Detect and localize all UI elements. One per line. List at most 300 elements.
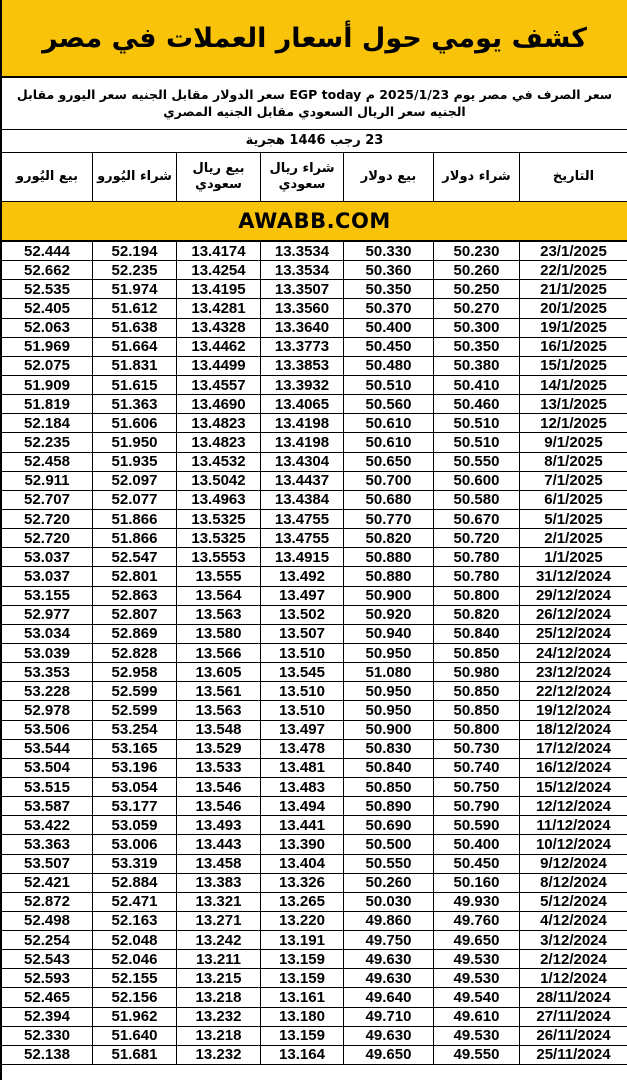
table-row xyxy=(2,816,627,835)
eur-buy-cell: 51.606 xyxy=(92,414,176,432)
sar-buy-cell: 13.3534 xyxy=(260,261,343,279)
eur-buy-cell: 52.471 xyxy=(92,893,176,911)
usd-sell-cell: 50.680 xyxy=(343,491,433,509)
usd-sell-cell: 50.770 xyxy=(343,510,433,528)
eur-sell-cell: 53.507 xyxy=(24,855,70,873)
sar-buy-cell: 13.164 xyxy=(260,1046,343,1064)
sar-buy-cell: 13.3932 xyxy=(260,376,343,394)
date-cell: 25/11/2024 xyxy=(519,1046,627,1064)
usd-sell-cell: 50.890 xyxy=(343,797,433,815)
usd-sell-cell: 50.500 xyxy=(343,835,433,853)
sar-buy-cell: 13.494 xyxy=(260,797,343,815)
usd-buy-cell: 50.230 xyxy=(433,242,519,260)
usd-buy-cell: 49.530 xyxy=(433,950,519,968)
table-row xyxy=(2,778,627,797)
table-row xyxy=(2,567,627,586)
usd-buy-cell: 50.840 xyxy=(433,625,519,643)
sar-buy-cell: 13.4198 xyxy=(260,414,343,432)
date-cell: 16/12/2024 xyxy=(519,759,627,777)
date-cell: 5/12/2024 xyxy=(519,893,627,911)
usd-sell-cell: 49.630 xyxy=(343,1027,433,1045)
usd-buy-cell: 50.980 xyxy=(433,663,519,681)
eur-sell-cell: 52.872 xyxy=(24,893,70,911)
eur-sell-cell: 52.405 xyxy=(24,299,70,317)
usd-buy-cell: 50.600 xyxy=(433,472,519,490)
sar-buy-cell: 13.502 xyxy=(260,606,343,624)
sar-buy-cell: 13.481 xyxy=(260,759,343,777)
usd-sell-cell: 49.710 xyxy=(343,1008,433,1026)
eur-buy-cell: 51.363 xyxy=(92,395,176,413)
sar-buy-cell: 13.159 xyxy=(260,969,343,987)
date-cell: 22/1/2025 xyxy=(519,261,627,279)
sar-buy-cell: 13.159 xyxy=(260,1027,343,1045)
sar-buy-cell: 13.4304 xyxy=(260,453,343,471)
table-row xyxy=(2,453,627,472)
sar-sell-cell: 13.4963 xyxy=(176,491,260,509)
eur-buy-cell: 52.599 xyxy=(92,682,176,700)
sar-buy-cell: 13.3560 xyxy=(260,299,343,317)
eur-sell-cell: 53.363 xyxy=(24,835,70,853)
header-usd-buy: شراء دولار xyxy=(433,153,519,201)
date-cell: 8/1/2025 xyxy=(519,453,627,471)
header-usd-sell: بيع دولار xyxy=(343,153,433,201)
eur-buy-cell: 51.664 xyxy=(92,338,176,356)
eur-sell-cell: 52.458 xyxy=(24,453,70,471)
sar-sell-cell: 13.218 xyxy=(176,988,260,1006)
table-row xyxy=(2,529,627,548)
eur-sell-cell: 53.228 xyxy=(24,682,70,700)
sar-buy-cell: 13.510 xyxy=(260,682,343,700)
sar-buy-cell: 13.404 xyxy=(260,855,343,873)
sar-sell-cell: 13.215 xyxy=(176,969,260,987)
eur-buy-cell: 52.048 xyxy=(92,931,176,949)
eur-sell-cell: 53.039 xyxy=(24,644,70,662)
usd-sell-cell: 50.610 xyxy=(343,414,433,432)
table-row xyxy=(2,663,627,682)
table-row xyxy=(2,1046,627,1065)
usd-sell-cell: 50.950 xyxy=(343,682,433,700)
usd-buy-cell: 49.650 xyxy=(433,931,519,949)
eur-buy-cell: 53.196 xyxy=(92,759,176,777)
sar-sell-cell: 13.321 xyxy=(176,893,260,911)
eur-sell-cell: 53.034 xyxy=(24,625,70,643)
eur-sell-cell: 52.593 xyxy=(24,969,70,987)
table-row xyxy=(2,912,627,931)
usd-sell-cell: 49.750 xyxy=(343,931,433,949)
usd-buy-cell: 50.510 xyxy=(433,414,519,432)
date-cell: 20/1/2025 xyxy=(519,299,627,317)
usd-buy-cell: 50.300 xyxy=(433,319,519,337)
sar-buy-cell: 13.191 xyxy=(260,931,343,949)
date-cell: 1/12/2024 xyxy=(519,969,627,987)
eur-buy-cell: 51.866 xyxy=(92,529,176,547)
sar-buy-cell: 13.497 xyxy=(260,721,343,739)
sar-buy-cell: 13.478 xyxy=(260,740,343,758)
eur-buy-cell: 52.155 xyxy=(92,969,176,987)
eur-sell-cell: 52.444 xyxy=(24,242,70,260)
usd-sell-cell: 50.400 xyxy=(343,319,433,337)
usd-sell-cell: 50.560 xyxy=(343,395,433,413)
usd-sell-cell: 50.900 xyxy=(343,587,433,605)
usd-buy-cell: 50.720 xyxy=(433,529,519,547)
sar-buy-cell: 13.4198 xyxy=(260,433,343,451)
date-cell: 10/12/2024 xyxy=(519,835,627,853)
eur-buy-cell: 52.156 xyxy=(92,988,176,1006)
table-row xyxy=(2,395,627,414)
date-cell: 3/12/2024 xyxy=(519,931,627,949)
usd-buy-cell: 50.260 xyxy=(433,261,519,279)
usd-sell-cell: 50.950 xyxy=(343,644,433,662)
eur-buy-cell: 51.638 xyxy=(92,319,176,337)
eur-sell-cell: 53.155 xyxy=(24,587,70,605)
eur-sell-cell: 53.422 xyxy=(24,816,70,834)
sar-sell-cell: 13.546 xyxy=(176,778,260,796)
usd-buy-cell: 50.820 xyxy=(433,606,519,624)
usd-buy-cell: 50.250 xyxy=(433,280,519,298)
usd-sell-cell: 50.030 xyxy=(343,893,433,911)
eur-sell-cell: 53.037 xyxy=(24,548,70,566)
date-cell: 28/11/2024 xyxy=(519,988,627,1006)
table-row xyxy=(2,969,627,988)
sar-buy-cell: 13.390 xyxy=(260,835,343,853)
eur-sell-cell: 52.535 xyxy=(24,280,70,298)
eur-buy-cell: 52.077 xyxy=(92,491,176,509)
page-title: كشف يومي حول أسعار العملات في مصر xyxy=(2,0,627,78)
usd-buy-cell: 50.410 xyxy=(433,376,519,394)
usd-buy-cell: 50.850 xyxy=(433,701,519,719)
date-cell: 9/1/2025 xyxy=(519,433,627,451)
usd-sell-cell: 49.640 xyxy=(343,988,433,1006)
table-row xyxy=(2,319,627,338)
sar-buy-cell: 13.497 xyxy=(260,587,343,605)
eur-sell-cell: 52.720 xyxy=(24,510,70,528)
eur-sell-cell: 53.515 xyxy=(24,778,70,796)
sar-buy-cell: 13.4437 xyxy=(260,472,343,490)
date-cell: 11/12/2024 xyxy=(519,816,627,834)
eur-buy-cell: 52.958 xyxy=(92,663,176,681)
eur-buy-cell: 51.935 xyxy=(92,453,176,471)
sar-sell-cell: 13.5042 xyxy=(176,472,260,490)
table-row xyxy=(2,242,627,261)
sar-buy-cell: 13.4915 xyxy=(260,548,343,566)
date-cell: 1/1/2025 xyxy=(519,548,627,566)
sar-sell-cell: 13.548 xyxy=(176,721,260,739)
date-cell: 26/11/2024 xyxy=(519,1027,627,1045)
header-date: التاريخ xyxy=(519,153,627,201)
eur-buy-cell: 51.612 xyxy=(92,299,176,317)
date-cell: 19/1/2025 xyxy=(519,319,627,337)
table-row xyxy=(2,433,627,452)
sar-sell-cell: 13.563 xyxy=(176,701,260,719)
eur-buy-cell: 51.831 xyxy=(92,357,176,375)
usd-sell-cell: 50.350 xyxy=(343,280,433,298)
sar-buy-cell: 13.220 xyxy=(260,912,343,930)
date-cell: 21/1/2025 xyxy=(519,280,627,298)
eur-sell-cell: 52.911 xyxy=(24,472,70,490)
date-cell: 23/12/2024 xyxy=(519,663,627,681)
usd-buy-cell: 50.160 xyxy=(433,874,519,892)
eur-sell-cell: 52.075 xyxy=(24,357,70,375)
usd-buy-cell: 50.800 xyxy=(433,587,519,605)
eur-sell-cell: 52.720 xyxy=(24,529,70,547)
sar-buy-cell: 13.161 xyxy=(260,988,343,1006)
sar-sell-cell: 13.4823 xyxy=(176,433,260,451)
eur-sell-cell: 53.506 xyxy=(24,721,70,739)
date-cell: 26/12/2024 xyxy=(519,606,627,624)
eur-buy-cell: 51.681 xyxy=(92,1046,176,1064)
date-cell: 22/12/2024 xyxy=(519,682,627,700)
usd-sell-cell: 50.950 xyxy=(343,701,433,719)
sar-buy-cell: 13.265 xyxy=(260,893,343,911)
eur-buy-cell: 53.319 xyxy=(92,855,176,873)
usd-buy-cell: 50.380 xyxy=(433,357,519,375)
usd-buy-cell: 50.350 xyxy=(433,338,519,356)
table-row xyxy=(2,280,627,299)
usd-sell-cell: 50.700 xyxy=(343,472,433,490)
table-row xyxy=(2,701,627,720)
table-row xyxy=(2,548,627,567)
sar-sell-cell: 13.4532 xyxy=(176,453,260,471)
usd-buy-cell: 50.740 xyxy=(433,759,519,777)
hijri-date: 23 رجب 1446 هجرية xyxy=(2,130,627,153)
eur-buy-cell: 52.828 xyxy=(92,644,176,662)
date-cell: 4/12/2024 xyxy=(519,912,627,930)
sar-sell-cell: 13.5325 xyxy=(176,510,260,528)
eur-buy-cell: 52.235 xyxy=(92,261,176,279)
table-row xyxy=(2,376,627,395)
sar-sell-cell: 13.4174 xyxy=(176,242,260,260)
table-row xyxy=(2,759,627,778)
sar-sell-cell: 13.218 xyxy=(176,1027,260,1045)
eur-sell-cell: 53.504 xyxy=(24,759,70,777)
eur-sell-cell: 51.909 xyxy=(24,376,70,394)
sar-sell-cell: 13.458 xyxy=(176,855,260,873)
eur-sell-cell: 52.498 xyxy=(24,912,70,930)
sar-sell-cell: 13.4823 xyxy=(176,414,260,432)
table-row xyxy=(2,797,627,816)
table-row xyxy=(2,414,627,433)
table-row xyxy=(2,931,627,950)
usd-buy-cell: 49.530 xyxy=(433,969,519,987)
sar-sell-cell: 13.211 xyxy=(176,950,260,968)
date-cell: 17/12/2024 xyxy=(519,740,627,758)
table-row xyxy=(2,587,627,606)
date-cell: 25/12/2024 xyxy=(519,625,627,643)
eur-buy-cell: 52.869 xyxy=(92,625,176,643)
usd-sell-cell: 50.510 xyxy=(343,376,433,394)
usd-buy-cell: 49.530 xyxy=(433,1027,519,1045)
sar-sell-cell: 13.4462 xyxy=(176,338,260,356)
eur-buy-cell: 53.165 xyxy=(92,740,176,758)
sar-sell-cell: 13.563 xyxy=(176,606,260,624)
table-row xyxy=(2,510,627,529)
sar-sell-cell: 13.271 xyxy=(176,912,260,930)
usd-sell-cell: 50.480 xyxy=(343,357,433,375)
sar-buy-cell: 13.326 xyxy=(260,874,343,892)
eur-buy-cell: 52.863 xyxy=(92,587,176,605)
usd-buy-cell: 50.580 xyxy=(433,491,519,509)
usd-buy-cell: 50.850 xyxy=(433,644,519,662)
eur-sell-cell: 51.819 xyxy=(24,395,70,413)
sar-buy-cell: 13.3507 xyxy=(260,280,343,298)
date-cell: 12/12/2024 xyxy=(519,797,627,815)
eur-sell-cell: 52.330 xyxy=(24,1027,70,1045)
sar-sell-cell: 13.232 xyxy=(176,1046,260,1064)
usd-sell-cell: 50.880 xyxy=(343,567,433,585)
eur-buy-cell: 52.884 xyxy=(92,874,176,892)
table-row xyxy=(2,491,627,510)
table-row xyxy=(2,338,627,357)
table-row xyxy=(2,740,627,759)
eur-buy-cell: 51.866 xyxy=(92,510,176,528)
eur-buy-cell: 52.046 xyxy=(92,950,176,968)
usd-buy-cell: 50.780 xyxy=(433,567,519,585)
header-sar-sell: بيع ريال سعودي xyxy=(176,153,260,201)
description: سعر الصرف في مصر يوم 2025/1/23 م EGP today سعر الدولار مقابل الجنيه سعر اليورو مقابل الجنيه سعر الريال السعودي مقابل الجنيه المصري xyxy=(2,78,627,130)
sar-sell-cell: 13.4690 xyxy=(176,395,260,413)
sar-sell-cell: 13.555 xyxy=(176,567,260,585)
usd-sell-cell: 50.360 xyxy=(343,261,433,279)
usd-sell-cell: 50.840 xyxy=(343,759,433,777)
sar-sell-cell: 13.242 xyxy=(176,931,260,949)
eur-sell-cell: 52.465 xyxy=(24,989,70,1007)
eur-buy-cell: 51.615 xyxy=(92,376,176,394)
usd-sell-cell: 50.830 xyxy=(343,740,433,758)
eur-sell-cell: 53.544 xyxy=(24,740,70,758)
site-banner: AWABB.COM xyxy=(2,202,627,242)
eur-buy-cell: 53.254 xyxy=(92,721,176,739)
eur-buy-cell: 51.640 xyxy=(92,1027,176,1045)
table-row xyxy=(2,1027,627,1046)
eur-sell-cell: 52.063 xyxy=(24,319,70,337)
date-cell: 15/1/2025 xyxy=(519,357,627,375)
sar-buy-cell: 13.3534 xyxy=(260,242,343,260)
sar-buy-cell: 13.510 xyxy=(260,644,343,662)
usd-buy-cell: 49.930 xyxy=(433,893,519,911)
date-cell: 14/1/2025 xyxy=(519,376,627,394)
table-row xyxy=(2,472,627,491)
table-row xyxy=(2,721,627,740)
eur-sell-cell: 53.037 xyxy=(24,567,70,585)
eur-buy-cell: 52.807 xyxy=(92,606,176,624)
eur-buy-cell: 53.006 xyxy=(92,835,176,853)
date-cell: 29/12/2024 xyxy=(519,587,627,605)
table-row xyxy=(2,261,627,280)
usd-buy-cell: 50.780 xyxy=(433,548,519,566)
date-cell: 12/1/2025 xyxy=(519,414,627,432)
sar-buy-cell: 13.441 xyxy=(260,816,343,834)
sar-sell-cell: 13.4328 xyxy=(176,319,260,337)
sar-buy-cell: 13.510 xyxy=(260,701,343,719)
eur-buy-cell: 53.054 xyxy=(92,778,176,796)
header-sar-buy: شراء ريال سعودي xyxy=(260,153,343,201)
sar-buy-cell: 13.4384 xyxy=(260,491,343,509)
sar-buy-cell: 13.492 xyxy=(260,567,343,585)
sar-sell-cell: 13.533 xyxy=(176,759,260,777)
date-cell: 27/11/2024 xyxy=(519,1008,627,1026)
date-cell: 13/1/2025 xyxy=(519,395,627,413)
date-cell: 23/1/2025 xyxy=(519,242,627,260)
sar-buy-cell: 13.4065 xyxy=(260,395,343,413)
usd-buy-cell: 50.790 xyxy=(433,797,519,815)
date-cell: 2/12/2024 xyxy=(519,950,627,968)
usd-sell-cell: 50.610 xyxy=(343,433,433,451)
sar-buy-cell: 13.4755 xyxy=(260,529,343,547)
usd-sell-cell: 49.860 xyxy=(343,912,433,930)
usd-sell-cell: 49.650 xyxy=(343,1046,433,1064)
table-row xyxy=(2,835,627,854)
date-cell: 15/12/2024 xyxy=(519,778,627,796)
eur-sell-cell: 52.394 xyxy=(24,1008,70,1026)
eur-sell-cell: 52.543 xyxy=(24,950,70,968)
table-row xyxy=(2,893,627,912)
date-cell: 6/1/2025 xyxy=(519,491,627,509)
sar-buy-cell: 13.507 xyxy=(260,625,343,643)
eur-buy-cell: 52.599 xyxy=(92,701,176,719)
sar-sell-cell: 13.443 xyxy=(176,835,260,853)
eur-sell-cell: 52.662 xyxy=(24,261,70,279)
usd-buy-cell: 50.270 xyxy=(433,299,519,317)
eur-buy-cell: 51.962 xyxy=(92,1008,176,1026)
sar-sell-cell: 13.605 xyxy=(176,663,260,681)
sar-buy-cell: 13.159 xyxy=(260,950,343,968)
eur-sell-cell: 51.969 xyxy=(24,338,70,356)
usd-buy-cell: 50.400 xyxy=(433,835,519,853)
date-cell: 5/1/2025 xyxy=(519,510,627,528)
usd-sell-cell: 51.080 xyxy=(343,663,433,681)
usd-buy-cell: 50.550 xyxy=(433,453,519,471)
rates-table-body xyxy=(2,242,627,1065)
sar-buy-cell: 13.180 xyxy=(260,1008,343,1026)
table-row xyxy=(2,625,627,644)
eur-buy-cell: 51.974 xyxy=(92,280,176,298)
date-cell: 8/12/2024 xyxy=(519,874,627,892)
eur-buy-cell: 52.163 xyxy=(92,912,176,930)
usd-sell-cell: 50.900 xyxy=(343,721,433,739)
sar-buy-cell: 13.3853 xyxy=(260,357,343,375)
sar-buy-cell: 13.3640 xyxy=(260,319,343,337)
date-cell: 31/12/2024 xyxy=(519,567,627,585)
sar-buy-cell: 13.483 xyxy=(260,778,343,796)
usd-buy-cell: 50.800 xyxy=(433,721,519,739)
eur-sell-cell: 52.707 xyxy=(24,491,70,509)
header-eur-buy: شراء اليُورو xyxy=(92,153,176,201)
sar-sell-cell: 13.4281 xyxy=(176,299,260,317)
usd-buy-cell: 50.750 xyxy=(433,778,519,796)
usd-sell-cell: 50.450 xyxy=(343,338,433,356)
sar-sell-cell: 13.564 xyxy=(176,587,260,605)
table-row xyxy=(2,950,627,969)
date-cell: 24/12/2024 xyxy=(519,644,627,662)
sar-sell-cell: 13.580 xyxy=(176,625,260,643)
table-row xyxy=(2,357,627,376)
usd-buy-cell: 49.760 xyxy=(433,912,519,930)
eur-buy-cell: 53.177 xyxy=(92,797,176,815)
usd-sell-cell: 50.820 xyxy=(343,529,433,547)
usd-buy-cell: 49.540 xyxy=(433,988,519,1006)
sar-sell-cell: 13.5553 xyxy=(176,548,260,566)
usd-sell-cell: 50.330 xyxy=(343,242,433,260)
table-row xyxy=(2,299,627,318)
usd-buy-cell: 50.590 xyxy=(433,816,519,834)
eur-buy-cell: 53.059 xyxy=(92,816,176,834)
date-cell: 7/1/2025 xyxy=(519,472,627,490)
eur-buy-cell: 52.194 xyxy=(92,242,176,260)
usd-sell-cell: 50.920 xyxy=(343,606,433,624)
eur-buy-cell: 52.801 xyxy=(92,567,176,585)
sar-buy-cell: 13.545 xyxy=(260,663,343,681)
usd-sell-cell: 50.370 xyxy=(343,299,433,317)
